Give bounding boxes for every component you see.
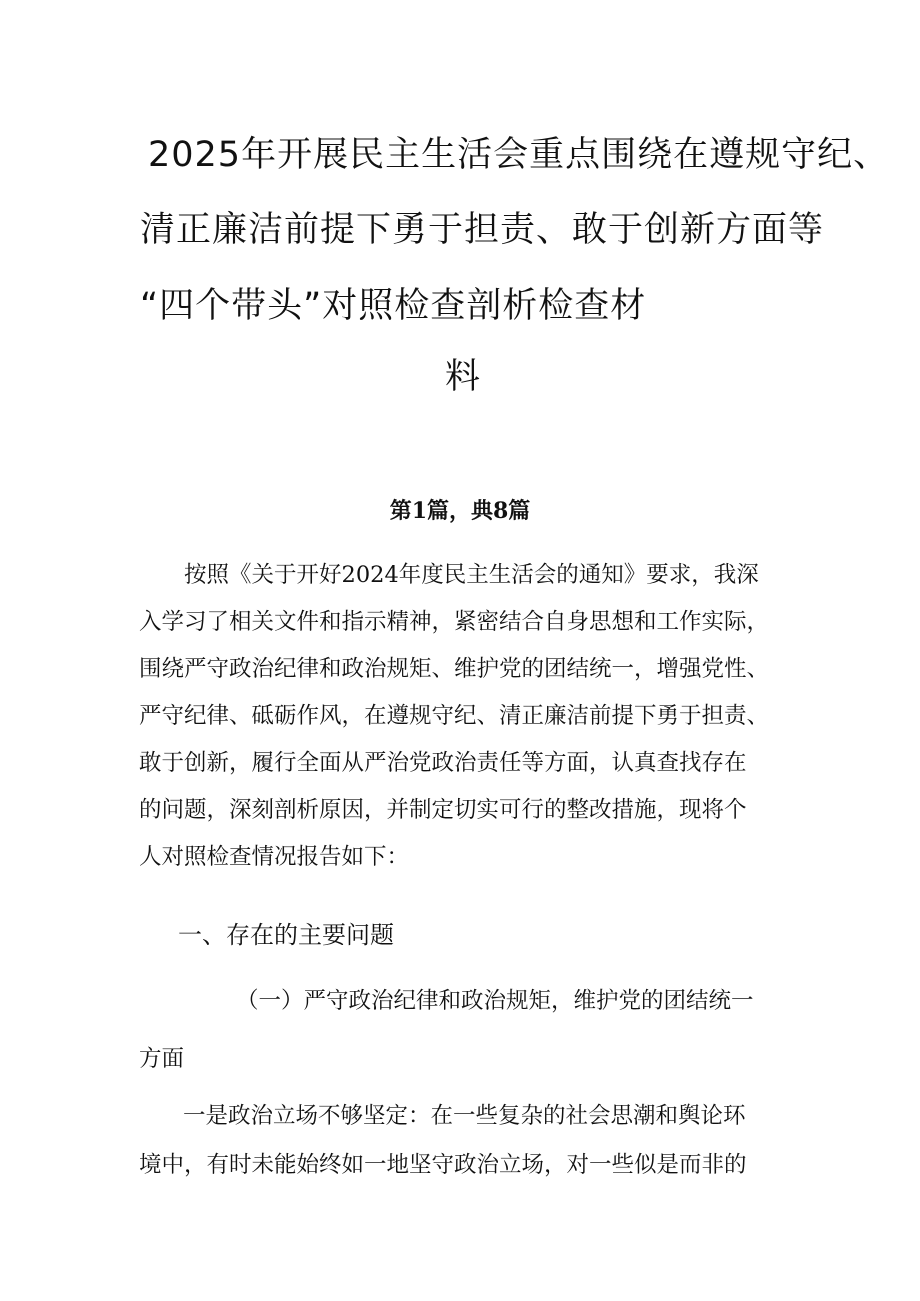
section-heading: 一、存在的主要问题 <box>178 921 394 949</box>
intro-line-4: 严守纪律、砥砺作风，在遵规守纪、清正廉洁前提下勇于担责、 <box>139 703 770 729</box>
section-paragraph <box>139 1092 809 1190</box>
intro-line-5: 敢于创新，履行全面从严治党政治责任等方面，认真查找存在 <box>139 750 747 776</box>
subheading-line-2: 方面 <box>139 1046 185 1072</box>
document-subtitle: 第1篇，典8篇 <box>389 498 531 524</box>
subheading-line-1: （一）严守政治纪律和政治规矩，维护党的团结统一 <box>236 988 754 1014</box>
title-line-4: 料 <box>445 357 482 397</box>
title-line-1: 2025年开展民主生活会重点围绕在遵规守纪、 <box>148 135 890 175</box>
title-line-3: “四个带头”对照检查剖析检查材 <box>140 286 647 326</box>
intro-line-2: 入学习了相关文件和指示精神，紧密结合自身思想和工作实际， <box>139 609 770 635</box>
intro-line-1: 按照《关于开好2024年度民主生活会的通知》要求，我深 <box>184 562 759 588</box>
section-subheading <box>139 972 819 1088</box>
intro-paragraph <box>139 552 809 881</box>
intro-line-6: 的问题，深刻剖析原因，并制定切实可行的整改措施，现将个 <box>139 797 747 823</box>
section-para-line-1: 一是政治立场不够坚定：在一些复杂的社会思潮和舆论环 <box>183 1103 746 1129</box>
intro-line-3: 围绕严守政治纪律和政治规矩、维护党的团结统一，增强党性、 <box>139 656 770 682</box>
title-line-2: 清正廉洁前提下勇于担责、敢于创新方面等 <box>140 210 825 250</box>
intro-line-7: 人对照检查情况报告如下： <box>139 844 410 870</box>
section-para-line-2: 境中，有时未能始终如一地坚守政治立场，对一些似是而非的 <box>139 1152 747 1178</box>
